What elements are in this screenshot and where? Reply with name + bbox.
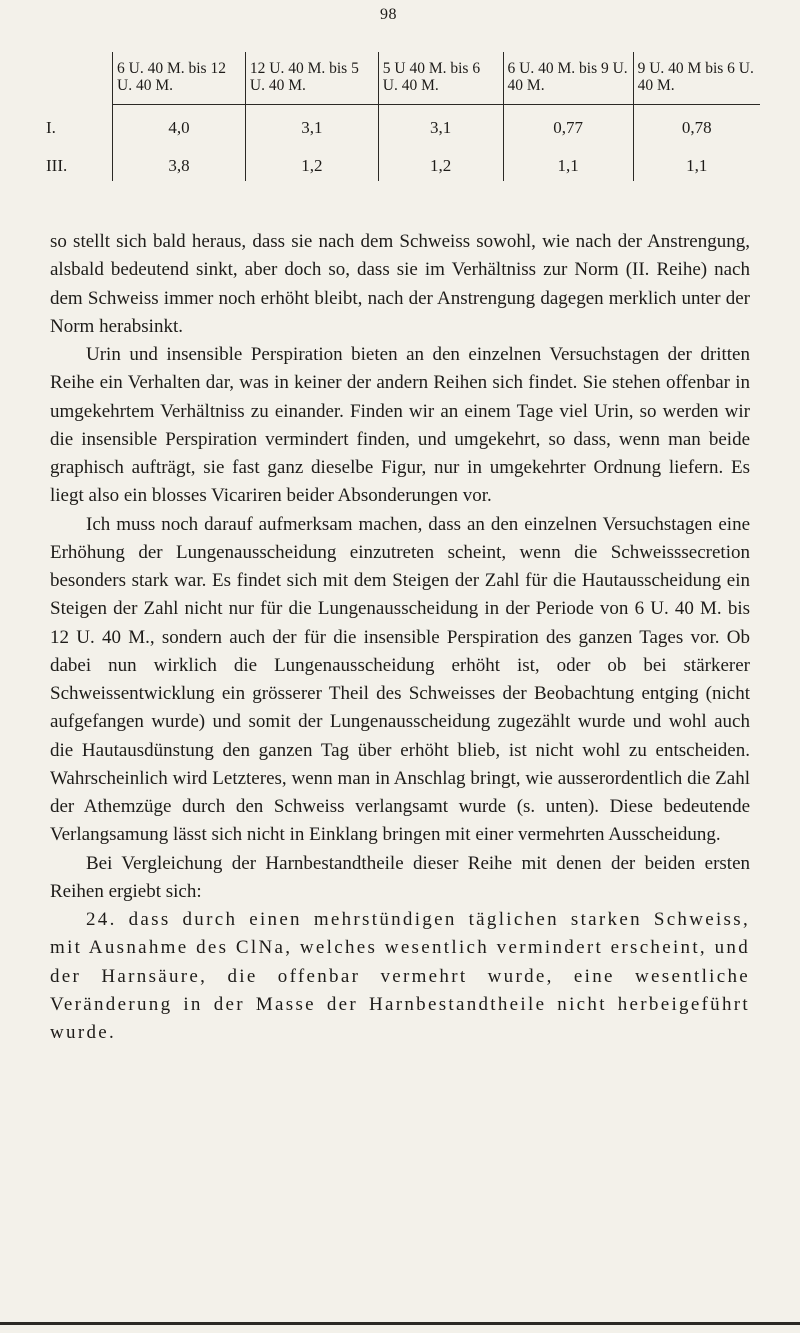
table-header-cell: 6 U. 40 M. bis 12 U. 40 M. (113, 52, 246, 105)
table-header-corner (42, 52, 113, 105)
table-header-cell: 9 U. 40 M bis 6 U. 40 M. (633, 52, 760, 105)
table-cell: 3,1 (245, 105, 378, 144)
bottom-rule (0, 1322, 800, 1325)
table-row (42, 105, 760, 144)
paragraph: Ich muss noch darauf aufmerksam machen, dass an den einzelnen Versuchstagen eine Erhöhung der Lungenausscheidung einzutreten scheint, wenn die Schweisssecretion besonders stark war. Es findet sich mit dem Steigen der Zahl für die Hautausscheidung ein Steigen der Zahl nicht nur für die Lungenausscheidung in der Periode von 6 U. 40 M. bis 12 U. 40 M., sondern auch der für die insensible Perspiration des ganzen Tages vor. Ob dabei nun wirklich die Lungenausscheidung erhöht ist, oder ob bei stärkerer Schweissentwicklung ein grösserer Theil des Schweisses der Beobachtung entging (nicht aufgefangen wurde) und somit der Lungenausscheidung zugezählt wurde und wohl auch die Hautausdünstung den ganzen Tag über erhöht blieb, ist nicht wohl zu entscheiden. Wahrscheinlich wird Letzteres, wenn man in Anschlag bringt, wie ausserordentlich die Zahl der Athemzüge durch den Schweiss verlangsamt wurde (s. unten). Diese bedeutende Verlangsamung lässt sich nicht in Einklang bringen mit einer vermehrten Ausscheidung. (50, 513, 750, 846)
data-table (42, 52, 760, 181)
table-row (42, 143, 760, 181)
table-header-cell: 5 U 40 M. bis 6 U. 40 M. (378, 52, 503, 105)
table-header-cell: 6 U. 40 M. bis 9 U. 40 M. (503, 52, 633, 105)
table-cell: 1,2 (378, 143, 503, 181)
paragraph: so stellt sich bald heraus, dass sie nach dem Schweiss sowohl, wie nach der Anstrengung, alsbald bedeutend sinkt, aber doch so, dass sie im Verhältniss zur Norm (II. Reihe) nach dem Schweiss immer noch erhöht bleibt, nach der Anstrengung dagegen merklich unter der Norm herabsinkt. (50, 231, 750, 337)
table-cell: 3,1 (378, 105, 503, 144)
table-cell: 1,2 (245, 143, 378, 181)
table-header-cell: 12 U. 40 M. bis 5 U. 40 M. (245, 52, 378, 105)
page-number: 98 (380, 6, 397, 23)
conclusion-paragraph: 24. dass durch einen mehrstündigen täglichen starken Schweiss, mit Ausnahme des ClNa, welches wesentlich vermindert erscheint, und der Harnsäure, die offenbar vermehrt wurde, eine wesentliche Veränderung in der Masse der Harnbestandtheile nicht herbeigeführt wurde. (50, 909, 750, 1043)
table-header-row (42, 52, 760, 105)
table-cell: 1,1 (503, 143, 633, 181)
table-cell: 0,78 (633, 105, 760, 144)
row-label: I. (46, 117, 56, 137)
table-cell: 1,1 (633, 143, 760, 181)
paragraph: Bei Vergleichung der Harnbestandtheile dieser Reihe mit denen der beiden ersten Reihen ergiebt sich: (50, 852, 750, 902)
row-label: III. (46, 156, 68, 175)
table-cell: 0,77 (503, 105, 633, 144)
body-text (50, 228, 750, 1047)
paragraph: Urin und insensible Perspiration bieten an den einzelnen Versuchstagen der dritten Reihe ein Verhalten dar, was in keiner der andern Reihen sich findet. Sie stehen offenbar in umgekehrtem Verhältniss zu einander. Finden wir an einem Tage viel Urin, so werden wir die insensible Perspiration vermindert finden, und umgekehrt, so dass, wenn man beide graphisch aufträgt, sie fast ganz dieselbe Figur, nur in umgekehrter Ordnung liefern. Es liegt also ein blosses Vicariren beider Absonderungen vor. (50, 344, 750, 507)
table-cell: 4,0 (113, 105, 246, 144)
table-cell: 3,8 (113, 143, 246, 181)
